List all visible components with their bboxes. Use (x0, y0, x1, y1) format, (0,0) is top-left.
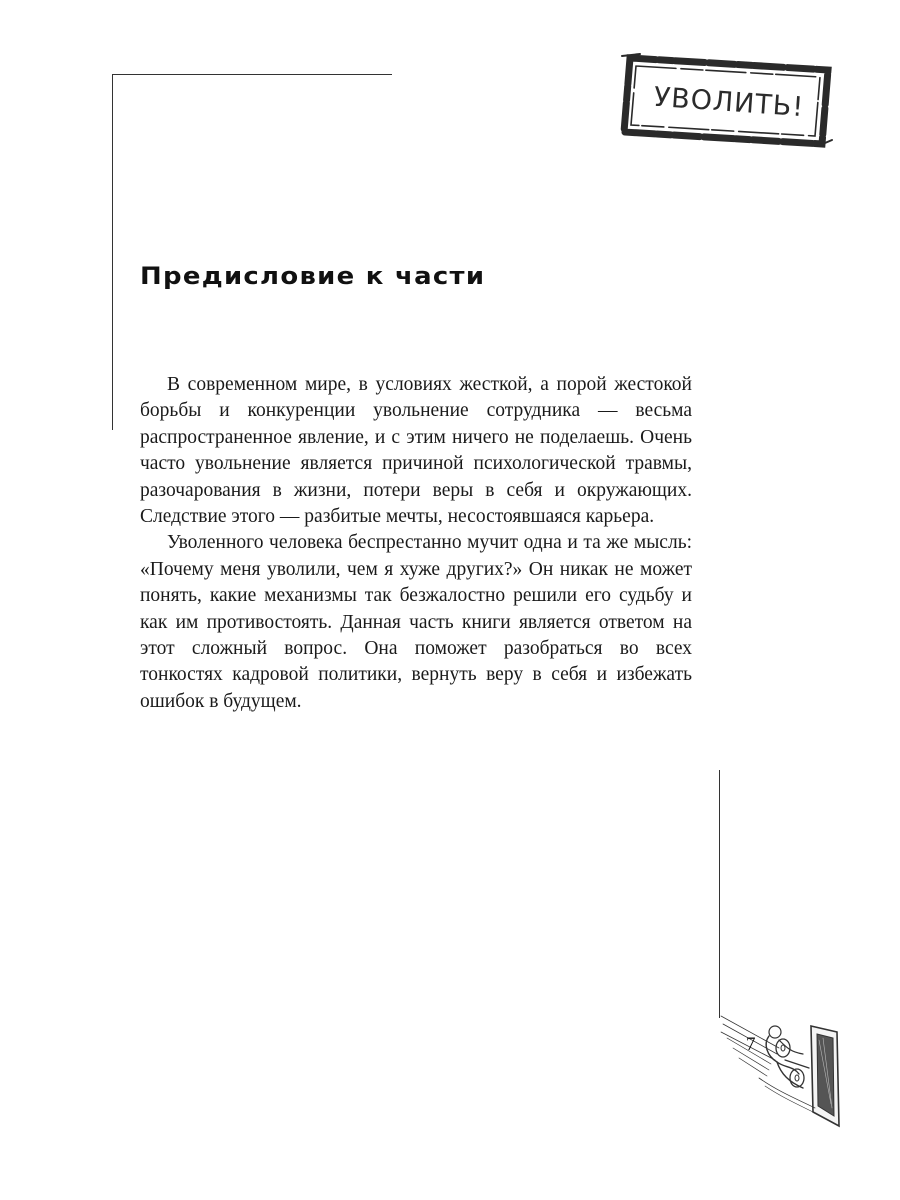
paragraph: В современном мире, в условиях жесткой, а порой жестокой борьбы и конкуренции увольнение сотрудника — весьма распространенное явление, и с этим ничего не поделаешь. Очень часто увольнение является причиной психологической травмы, разочарования в жизни, потери веры в себя и окружающих. Следствие этого — разбитые мечты, несостоявшаяся карьера. (140, 374, 692, 528)
page-number: 7 (746, 1034, 756, 1055)
corner-rule-top (112, 74, 392, 75)
corner-rule-right (719, 770, 720, 1018)
section-heading: Предисловие к части (140, 262, 486, 290)
body-text (140, 372, 692, 715)
corner-rule-left (112, 74, 113, 430)
door-escape-illustration (719, 1008, 849, 1128)
paragraph: Уволенного человека беспрестанно мучит одна и та же мысль: «Почему меня уволили, чем я хуже других?» Он никак не может понять, какие механизмы так безжалостно решили его судьбу и как им противостоять. Данная часть книги является ответом на этот сложный вопрос. Она поможет разобраться во всех тонкостях кадровой политики, вернуть веру в себя и избежать ошибок в будущем. (140, 532, 692, 712)
fired-stamp (618, 48, 840, 152)
stamp-text: УВОЛИТЬ! (652, 81, 806, 123)
